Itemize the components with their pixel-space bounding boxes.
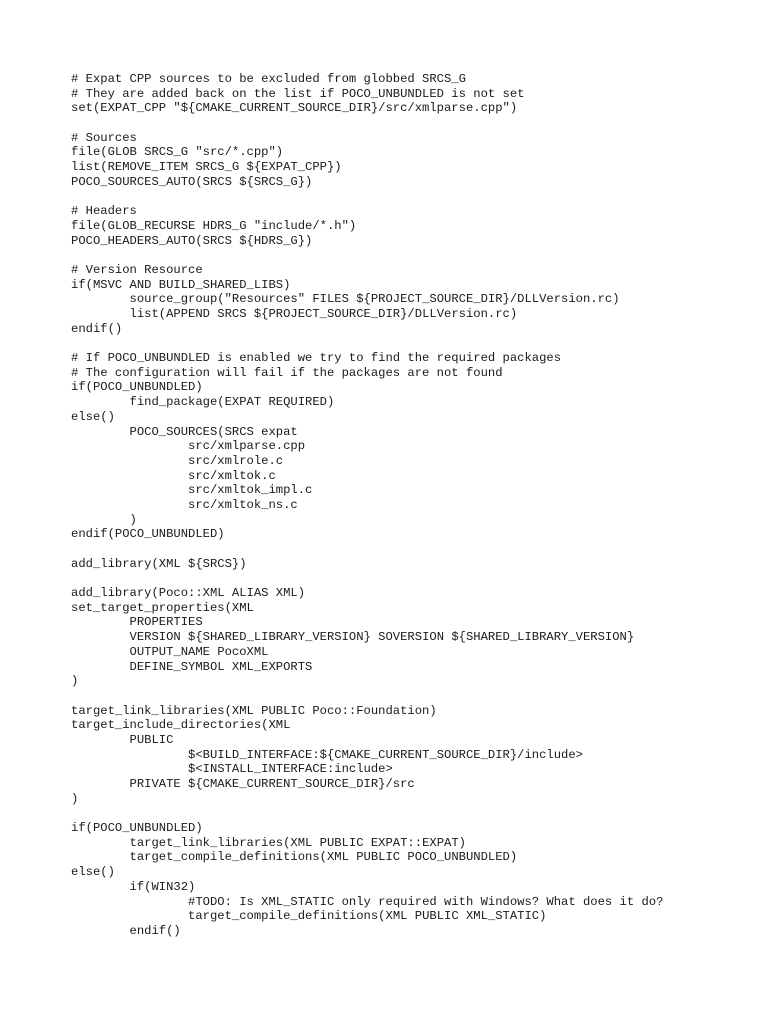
code-line [71,542,663,557]
code-line: set_target_properties(XML [71,600,254,615]
code-line: else() [71,409,115,424]
code-line [71,571,663,586]
code-line: endif() [71,923,181,938]
code-line: # They are added back on the list if POCO_UNBUNDLED is not set [71,86,525,101]
code-line: if(WIN32) [71,879,196,894]
code-line: ) [71,512,137,527]
code-line: source_group("Resources" FILES ${PROJECT_SOURCE_DIR}/DLLVersion.rc) [71,292,620,307]
code-line: POCO_SOURCES(SRCS expat [71,424,298,439]
code-line: PUBLIC [71,732,174,747]
code-line: # The configuration will fail if the packages are not found [71,365,503,380]
code-line: # Sources [71,130,137,145]
code-line: endif() [71,321,123,336]
code-line: list(APPEND SRCS ${PROJECT_SOURCE_DIR}/DLLVersion.rc) [71,307,518,321]
code-line [71,336,663,351]
code-line: POCO_HEADERS_AUTO(SRCS ${HDRS_G}) [71,233,313,248]
code-line: # Headers [71,204,137,219]
code-line: $<INSTALL_INTERFACE:include> [71,762,393,777]
code-line: add_library(Poco::XML ALIAS XML) [71,586,306,601]
code-line: VERSION ${SHARED_LIBRARY_VERSION} SOVERSION ${SHARED_LIBRARY_VERSION} [71,630,635,645]
code-line: target_link_libraries(XML PUBLIC Poco::Foundation) [71,703,437,718]
code-line: target_include_directories(XML [71,718,291,733]
code-line: endif(POCO_UNBUNDLED) [71,527,225,542]
code-line [71,806,663,821]
code-line: src/xmlrole.c [71,453,284,468]
code-line: # Version Resource [71,262,203,277]
code-line: else() [71,865,115,880]
code-line: POCO_SOURCES_AUTO(SRCS ${SRCS_G}) [71,174,313,189]
code-line: src/xmltok_impl.c [71,483,313,498]
code-line: #TODO: Is XML_STATIC only required with Windows? What does it do? [71,894,664,909]
code-line: target_compile_definitions(XML PUBLIC XML_STATIC) [71,909,547,924]
code-line: set(EXPAT_CPP "${CMAKE_CURRENT_SOURCE_DIR}/src/xmlparse.cpp") [71,101,518,116]
code-line: if(POCO_UNBUNDLED) [71,380,203,395]
code-line: file(GLOB_RECURSE HDRS_G "include/*.h") [71,218,357,233]
code-line: src/xmltok_ns.c [71,497,298,512]
code-line: target_link_libraries(XML PUBLIC EXPAT::EXPAT) [71,835,466,850]
code-line: OUTPUT_NAME PocoXML [71,644,269,659]
code-line: ) [71,791,79,806]
code-line: target_compile_definitions(XML PUBLIC POCO_UNBUNDLED) [71,850,518,865]
code-line: file(GLOB SRCS_G "src/*.cpp") [71,145,284,160]
code-line: DEFINE_SYMBOL XML_EXPORTS [71,659,313,674]
code-line: if(POCO_UNBUNDLED) [71,821,203,836]
code-line [71,248,663,263]
code-line: # Expat CPP sources to be excluded from globbed SRCS_G [71,72,466,86]
code-line: src/xmlparse.cpp [71,439,306,454]
code-line: find_package(EXPAT REQUIRED) [71,395,335,410]
code-line: ) [71,674,79,689]
code-line [71,689,663,704]
code-block [71,72,663,939]
code-line: list(REMOVE_ITEM SRCS_G ${EXPAT_CPP}) [71,160,342,175]
code-line: if(MSVC AND BUILD_SHARED_LIBS) [71,277,291,292]
code-line: PRIVATE ${CMAKE_CURRENT_SOURCE_DIR}/src [71,777,415,791]
code-line [71,116,663,131]
code-line: add_library(XML ${SRCS}) [71,556,247,571]
code-line: $<BUILD_INTERFACE:${CMAKE_CURRENT_SOURCE_DIR}/include> [71,747,583,762]
code-line: # If POCO_UNBUNDLED is enabled we try to find the required packages [71,351,562,366]
code-line: src/xmltok.c [71,468,276,483]
code-line: PROPERTIES [71,615,203,630]
code-line [71,190,663,205]
